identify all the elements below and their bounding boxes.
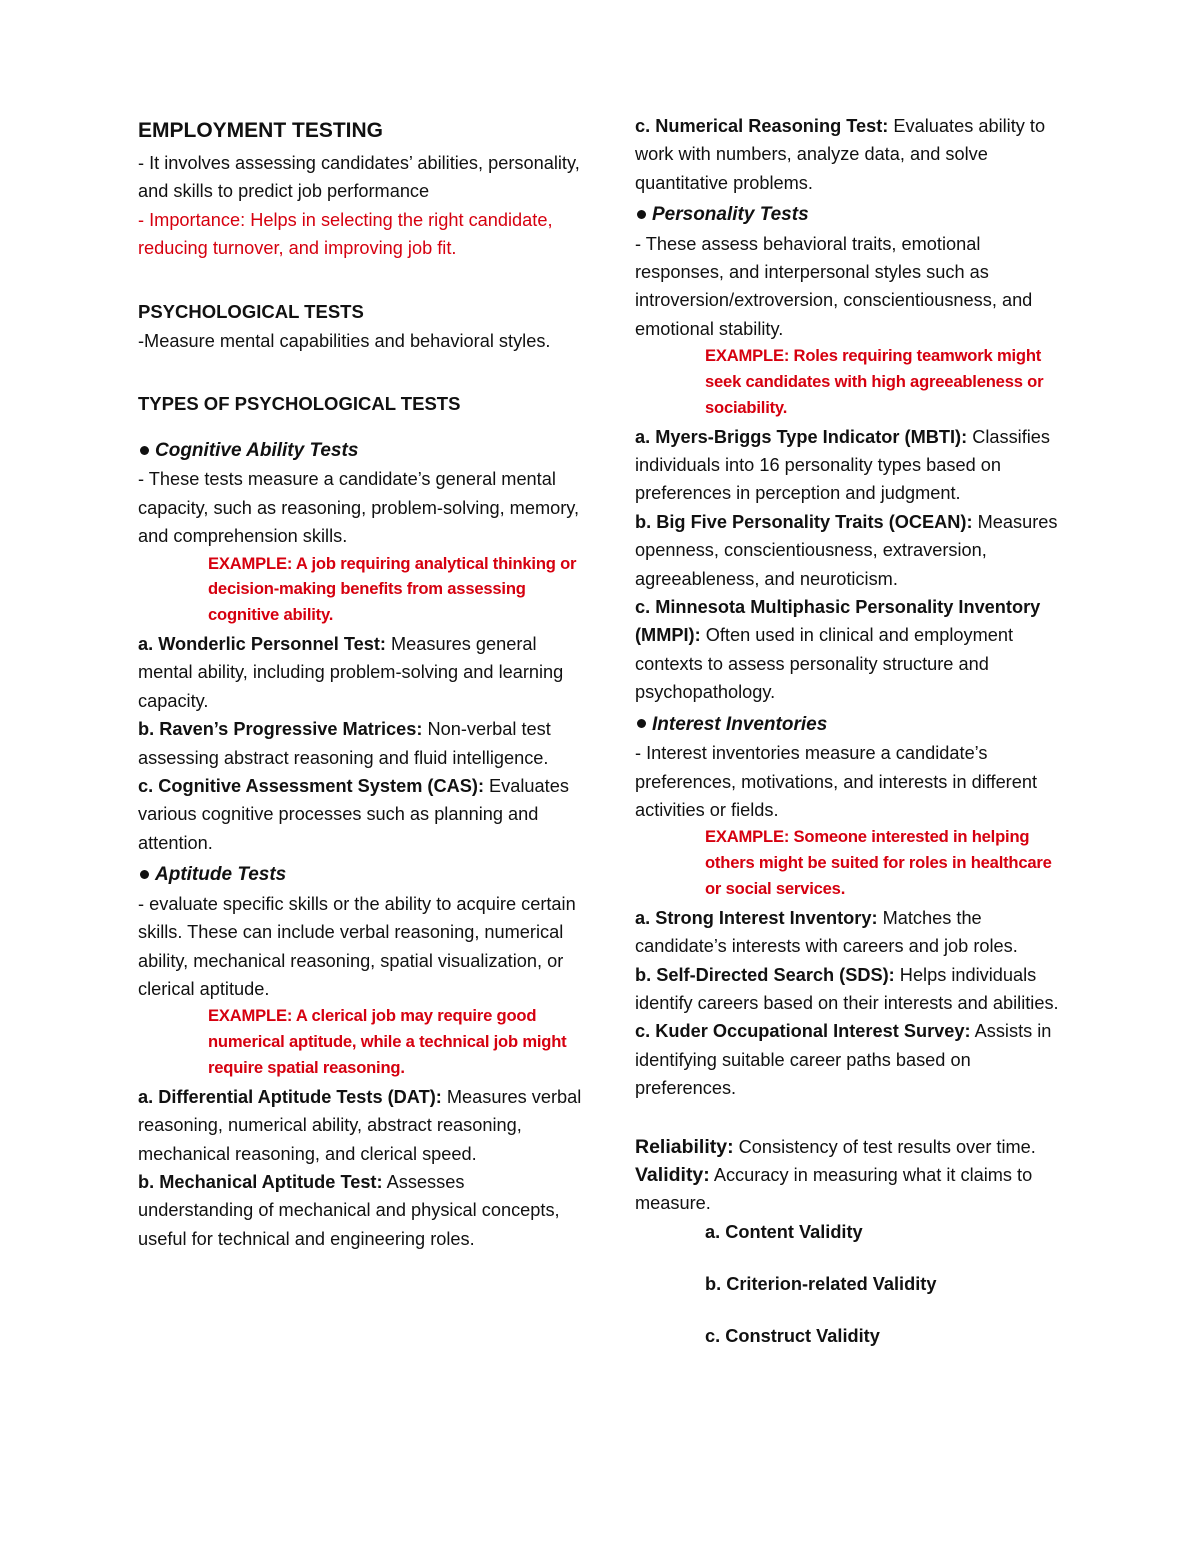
validity-type-item: b. Criterion-related Validity: [705, 1273, 937, 1294]
importance-text: - Importance: Helps in selecting the right candidate, reducing turnover, and improving job fit.: [138, 209, 553, 259]
list-item: b. Big Five Personality Traits (OCEAN): Measures openness, conscientiousness, extraversion, agreeableness, and neuroticism.: [635, 511, 1058, 589]
psychological-tests-desc: -Measure mental capabilities and behavioral styles.: [138, 330, 551, 351]
personality-example: EXAMPLE: Roles requiring teamwork might seek candidates with high agreeableness or sociability.: [705, 346, 1044, 417]
cognitive-example: EXAMPLE: A job requiring analytical thinking or decision-making benefits from assessing cognitive ability.: [208, 553, 577, 625]
right-column: [635, 112, 1065, 1350]
list-item: b. Mechanical Aptitude Test: Assesses understanding of mechanical and physical concepts, useful for technical and engineering roles.: [138, 1171, 560, 1249]
validity-text: Validity: Accuracy in measuring what it claims to measure.: [635, 1163, 1033, 1214]
interest-example: EXAMPLE: Someone interested in helping others might be suited for roles in healthcare or social services.: [705, 827, 1052, 898]
aptitude-section-title: Aptitude Tests: [138, 861, 583, 889]
list-item: a. Differential Aptitude Tests (DAT): Measures verbal reasoning, numerical ability, abstract reasoning, mechanical reasoning, and clerical speed.: [138, 1086, 582, 1164]
list-item: c. Cognitive Assessment System (CAS): Evaluates various cognitive processes such as planning and attention.: [138, 776, 569, 853]
page-title: EMPLOYMENT TESTING: [138, 119, 384, 142]
types-heading: TYPES OF PSYCHOLOGICAL TESTS: [138, 393, 461, 415]
left-column: [138, 112, 583, 1253]
validity-type-item: a. Content Validity: [705, 1221, 863, 1242]
aptitude-example: EXAMPLE: A clerical job may require good numerical aptitude, while a technical job might require spatial reasoning.: [208, 1006, 567, 1077]
psychological-tests-heading: PSYCHOLOGICAL TESTS: [138, 300, 364, 322]
list-item: b. Self-Directed Search (SDS): Helps individuals identify careers based on their interests and abilities.: [635, 964, 1059, 1013]
personality-section-title: Personality Tests: [635, 201, 1065, 229]
interest-desc: - Interest inventories measure a candidate’s preferences, motivations, and interests in different activities or fields.: [635, 743, 1038, 820]
reliability-text: Reliability: Consistency of test results over time.: [635, 1135, 1036, 1158]
cognitive-section-title: Cognitive Ability Tests: [138, 437, 583, 465]
bullet-icon: [637, 210, 646, 219]
list-item: a. Myers-Briggs Type Indicator (MBTI): Classifies individuals into 16 personality types based on preferences in perception and judgment.: [635, 426, 1051, 504]
bullet-icon: [140, 446, 149, 455]
list-item: a. Strong Interest Inventory: Matches the candidate’s interests with careers and job roles.: [635, 907, 1018, 957]
list-item: c. Numerical Reasoning Test: Evaluates ability to work with numbers, analyze data, and solve quantitative problems.: [635, 116, 1046, 193]
interest-section-title: Interest Inventories: [635, 711, 1065, 739]
list-item: a. Wonderlic Personnel Test: Measures general mental ability, including problem-solving and learning capacity.: [138, 634, 564, 711]
bullet-icon: [140, 870, 149, 879]
intro-text: - It involves assessing candidates’ abilities, personality, and skills to predict job performance: [138, 153, 580, 202]
cognitive-desc: - These tests measure a candidate’s general mental capacity, such as reasoning, problem-solving, memory, and comprehension skills.: [138, 469, 580, 547]
aptitude-desc: - evaluate specific skills or the ability to acquire certain skills. These can include verbal reasoning, numerical ability, mechanical reasoning, spatial visualization, or clerical aptitude.: [138, 893, 576, 999]
list-item: c. Minnesota Multiphasic Personality Inventory (MMPI): Often used in clinical and employment contexts to assess personality structure and psychopathology.: [635, 597, 1041, 703]
bullet-icon: [637, 719, 646, 728]
validity-type-item: c. Construct Validity: [705, 1325, 880, 1346]
list-item: b. Raven’s Progressive Matrices: Non-verbal test assessing abstract reasoning and fluid intelligence.: [138, 719, 551, 768]
personality-desc: - These assess behavioral traits, emotional responses, and interpersonal styles such as introversion/extroversion, conscientiousness, and emotional stability.: [635, 233, 1033, 339]
list-item: c. Kuder Occupational Interest Survey: Assists in identifying suitable career paths based on preferences.: [635, 1021, 1052, 1099]
